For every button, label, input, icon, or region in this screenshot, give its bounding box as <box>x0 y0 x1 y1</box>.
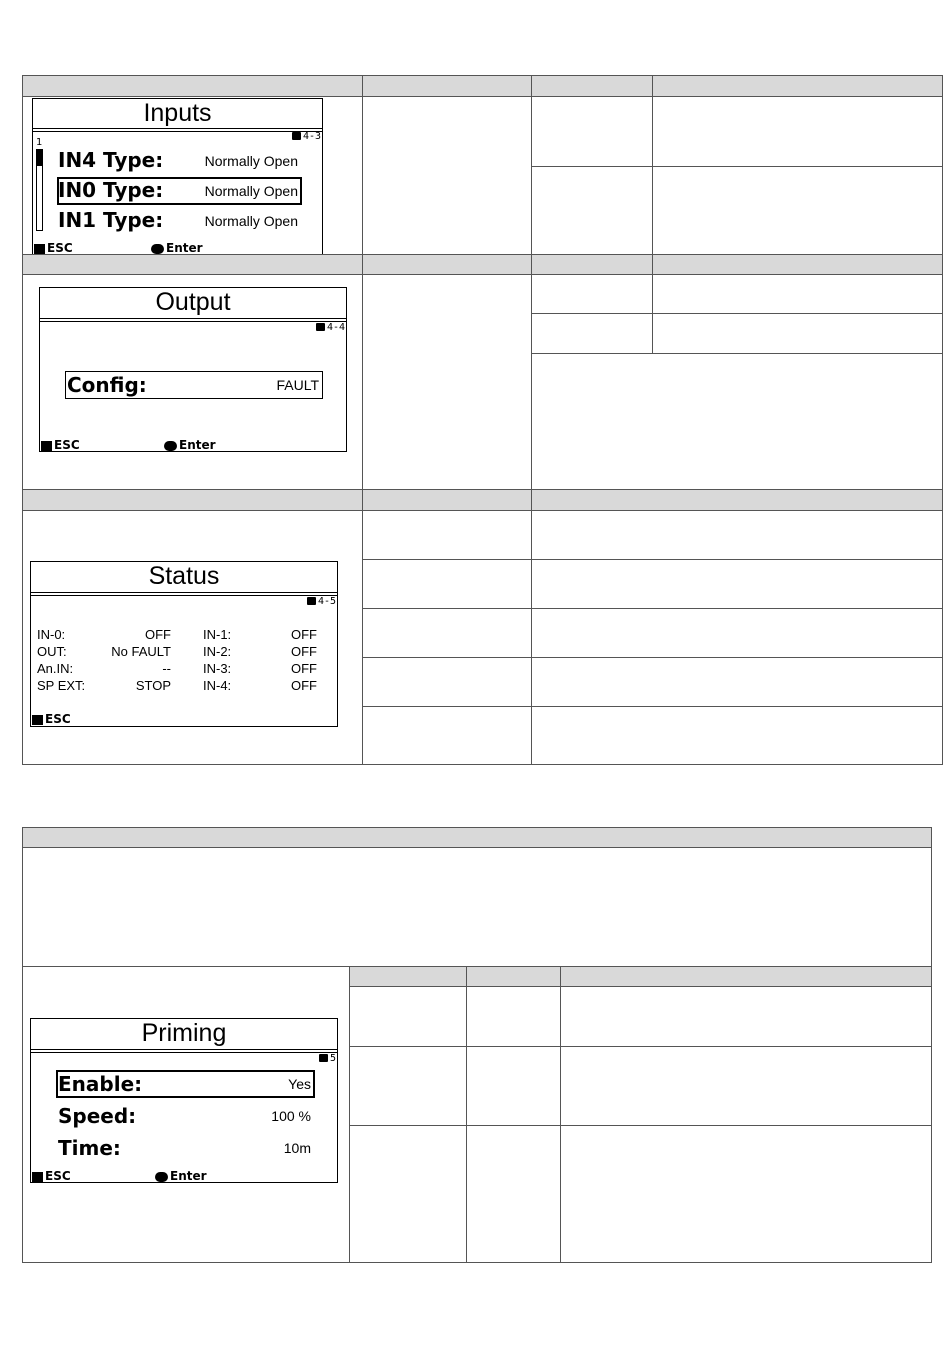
enter-button[interactable] <box>155 1169 207 1183</box>
input-type-value[interactable]: Normally Open <box>204 213 298 229</box>
enter-icon <box>155 1172 168 1182</box>
esc-button[interactable] <box>32 1169 71 1183</box>
table-cell <box>560 986 932 1047</box>
table-cell <box>349 1046 467 1126</box>
lcd-title-rule <box>33 128 322 132</box>
enter-icon <box>164 441 177 451</box>
esc-label: ESC <box>47 241 73 254</box>
input-type-value[interactable]: Normally Open <box>204 153 298 169</box>
table-cell <box>531 510 943 560</box>
table-header-cell <box>531 75 653 97</box>
inputs-lcd-screen <box>32 98 323 254</box>
table-cell <box>652 96 943 167</box>
status-value: OFF <box>291 627 317 642</box>
lcd-title: Output <box>155 288 231 316</box>
table-cell <box>466 1125 561 1263</box>
lcd-title: Inputs <box>143 99 212 127</box>
enter-icon <box>151 244 164 254</box>
page-icon <box>307 597 316 605</box>
table-cell <box>531 608 943 658</box>
table-header-cell <box>22 827 932 848</box>
status-label: An.IN: <box>37 661 74 676</box>
table-header-cell <box>22 254 363 275</box>
input-type-label[interactable]: IN4 Type: <box>58 148 164 172</box>
page-indicator <box>319 1053 336 1064</box>
table-cell <box>362 706 532 765</box>
table-header-cell <box>362 489 532 511</box>
table-cell <box>362 96 532 255</box>
status-value: -- <box>162 661 171 676</box>
table-cell <box>652 274 943 314</box>
table-cell <box>531 274 653 314</box>
table-cell <box>560 1125 932 1263</box>
status-label: IN-3: <box>203 661 232 676</box>
status-label: OUT: <box>37 644 67 659</box>
input-type-label[interactable]: IN0 Type: <box>58 178 164 202</box>
priming-enable-label[interactable]: Enable: <box>58 1072 143 1096</box>
table-header-cell <box>362 75 532 97</box>
status-label: IN-0: <box>37 627 66 642</box>
table-cell <box>362 510 532 560</box>
table-cell <box>466 986 561 1047</box>
table-cell <box>531 353 943 490</box>
table-header-cell <box>560 966 932 987</box>
page-number: 5 <box>329 1053 336 1064</box>
table-header-cell <box>531 254 653 275</box>
table-cell <box>362 608 532 658</box>
priming-enable-value[interactable]: Yes <box>288 1076 311 1092</box>
table-cell <box>349 1125 467 1263</box>
status-value: OFF <box>291 678 317 693</box>
table-cell <box>531 96 653 167</box>
scrollbar[interactable] <box>36 149 43 231</box>
input-type-value[interactable]: Normally Open <box>204 183 298 199</box>
page-indicator <box>292 131 321 142</box>
esc-button[interactable] <box>34 241 73 254</box>
status-label: IN-4: <box>203 678 232 693</box>
esc-icon <box>41 441 52 451</box>
table-cell <box>362 274 532 490</box>
page-number: 4-5 <box>317 596 336 607</box>
lcd-title-rule <box>40 318 346 322</box>
enter-button[interactable] <box>151 241 203 254</box>
page-indicator <box>316 322 345 333</box>
page-number: 4-4 <box>326 322 345 333</box>
table-header-cell <box>362 254 532 275</box>
esc-label: ESC <box>45 712 71 726</box>
status-label: IN-1: <box>203 627 232 642</box>
table-cell <box>466 1046 561 1126</box>
table-cell <box>531 559 943 609</box>
page-icon <box>319 1054 328 1062</box>
table-cell <box>349 986 467 1047</box>
enter-label: Enter <box>166 241 203 254</box>
esc-button[interactable] <box>32 712 71 726</box>
lcd-title: Status <box>148 562 220 590</box>
scrollbar-thumb[interactable] <box>37 150 42 166</box>
page-number: 4-3 <box>302 131 321 142</box>
status-value: OFF <box>291 644 317 659</box>
table-cell <box>531 706 943 765</box>
priming-speed-label[interactable]: Speed: <box>58 1104 137 1128</box>
table-cell <box>652 166 943 255</box>
enter-label: Enter <box>170 1169 207 1183</box>
output-lcd-screen <box>39 287 347 452</box>
table-cell <box>652 313 943 354</box>
enter-label: Enter <box>179 438 216 452</box>
table-cell <box>531 657 943 707</box>
table-header-cell <box>531 489 943 511</box>
lcd-title-rule <box>31 592 337 596</box>
page-icon <box>292 132 301 140</box>
esc-icon <box>32 715 43 725</box>
table-cell <box>531 166 653 255</box>
esc-icon <box>32 1172 43 1182</box>
table-header-cell <box>22 489 363 511</box>
page-indicator <box>307 596 336 607</box>
input-type-label[interactable]: IN1 Type: <box>58 208 164 232</box>
esc-label: ESC <box>54 438 80 452</box>
priming-lcd-screen <box>30 1018 338 1183</box>
esc-label: ESC <box>45 1169 71 1183</box>
table-cell <box>531 313 653 354</box>
status-lcd-screen <box>30 561 338 727</box>
priming-time-value[interactable]: 10m <box>283 1140 311 1156</box>
status-value: OFF <box>291 661 317 676</box>
status-value: No FAULT <box>111 644 171 659</box>
status-label: IN-2: <box>203 644 232 659</box>
table-cell <box>362 657 532 707</box>
priming-speed-value[interactable]: 100 % <box>271 1108 311 1124</box>
enter-button[interactable] <box>164 438 216 452</box>
esc-button[interactable] <box>41 438 80 452</box>
table-header-cell <box>349 966 467 987</box>
config-label[interactable]: Config: <box>67 373 147 397</box>
table-cell <box>362 559 532 609</box>
status-value: OFF <box>145 627 171 642</box>
status-value: STOP <box>135 678 171 693</box>
lcd-title-rule <box>31 1049 337 1053</box>
table-header-cell <box>652 75 943 97</box>
table-cell <box>22 847 932 967</box>
lcd-title: Priming <box>141 1019 227 1047</box>
table-header-cell <box>652 254 943 275</box>
page-icon <box>316 323 325 331</box>
table-header-cell <box>466 966 561 987</box>
table-cell <box>560 1046 932 1126</box>
config-value[interactable]: FAULT <box>276 377 319 393</box>
priming-time-label[interactable]: Time: <box>58 1136 121 1160</box>
status-label: SP EXT: <box>37 678 86 693</box>
esc-icon <box>34 244 45 254</box>
table-header-cell <box>22 75 363 97</box>
scroll-index: 1 <box>36 137 43 148</box>
